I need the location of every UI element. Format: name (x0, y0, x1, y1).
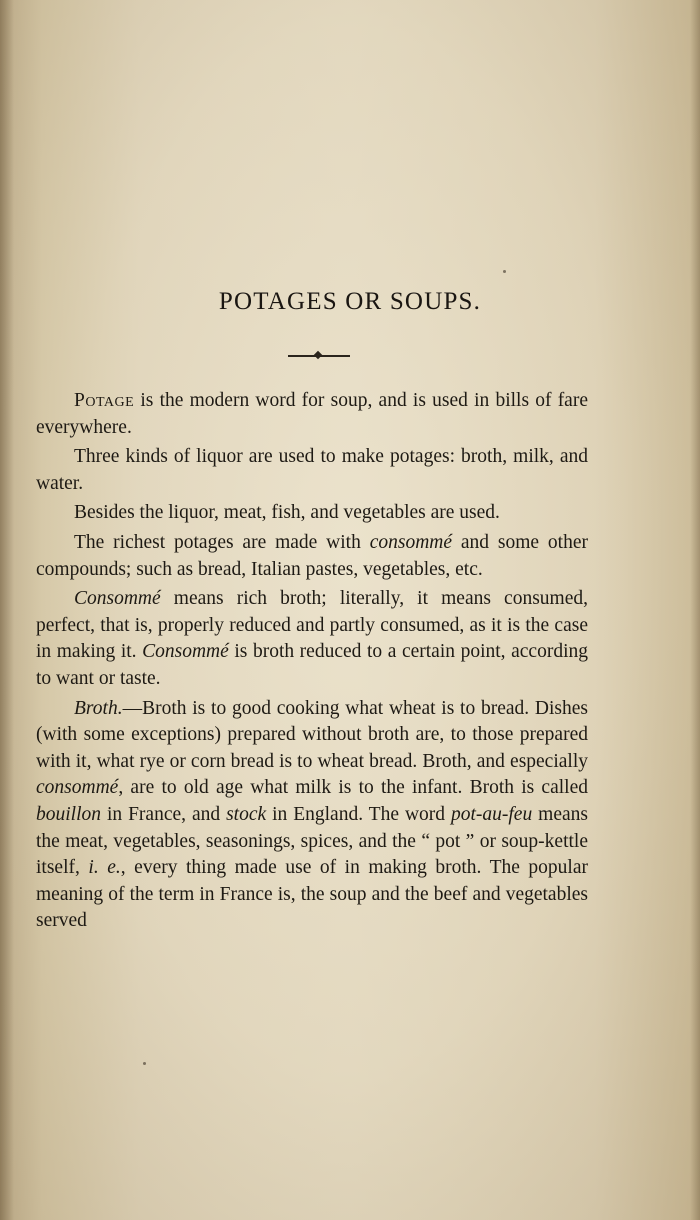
paragraph-text: and some other compounds; such as bread, Italian pastes, vegetables, etc. (36, 531, 589, 580)
paragraph-besides (36, 500, 588, 527)
italic-term: consommé (36, 777, 119, 799)
paragraph-richest (36, 530, 588, 583)
paragraph-text: means rich broth; literally, it means consumed, perfect, that is, properly reduced and partly consumed, as it is the case in making it. (36, 588, 588, 663)
italic-term: Consommé (142, 641, 229, 663)
paragraph-text: is broth reduced to a certain point, according to want or taste. (36, 641, 588, 689)
chapter-title: POTAGES OR SOUPS. (218, 288, 482, 315)
paragraph-text: The richest potages are made with (74, 531, 370, 553)
paragraph-potage (36, 388, 588, 441)
paragraph-text: Three kinds of liquor are used to make potages: broth, milk, and water. (36, 446, 588, 494)
italic-term: pot-au-feu (450, 803, 533, 825)
paragraph-text: means the meat, vegetables, seasonings, spices, and the “ pot ” or soup-kettle itself, (36, 803, 588, 879)
italic-term: i. e. (88, 857, 121, 879)
paper-speck (503, 270, 506, 273)
paragraph-text: —Broth is to good cooking what wheat is to bread. Dishes (with some exceptions) prepared without broth are, to those prepared with it, what rye or corn bread is to wheat bread. Broth, and especially (36, 697, 588, 772)
paragraph-text: , every thing made use of in making broth. The popular meaning of the term in France is, the soup and the beef and vegetables served (36, 857, 588, 932)
italic-term: bouillon (36, 803, 102, 825)
paragraph-liquors (36, 444, 588, 497)
paragraph-broth (36, 696, 588, 935)
paragraph-text: is the modern word for soup, and is used in bills of fare everywhere. (36, 390, 588, 438)
smallcaps-lead: Potage (74, 390, 135, 411)
paper-speck (143, 1062, 146, 1065)
italic-term: stock (226, 803, 267, 825)
paragraph-text: in France, and (101, 803, 227, 825)
paragraph-text: , are to old age what milk is to the infant. Broth is called (118, 777, 588, 799)
title-ornament-rule (288, 352, 350, 360)
body-text (36, 388, 588, 938)
italic-lead: Consommé (74, 588, 161, 610)
italic-lead: Broth. (74, 697, 123, 719)
paragraph-text: Besides the liquor, meat, fish, and vegetables are used. (74, 502, 500, 524)
italic-term: consommé (369, 531, 453, 553)
paragraph-text: in England. The word (266, 803, 451, 825)
ornament-diamond-icon (314, 351, 322, 359)
paragraph-consomme (36, 586, 588, 692)
